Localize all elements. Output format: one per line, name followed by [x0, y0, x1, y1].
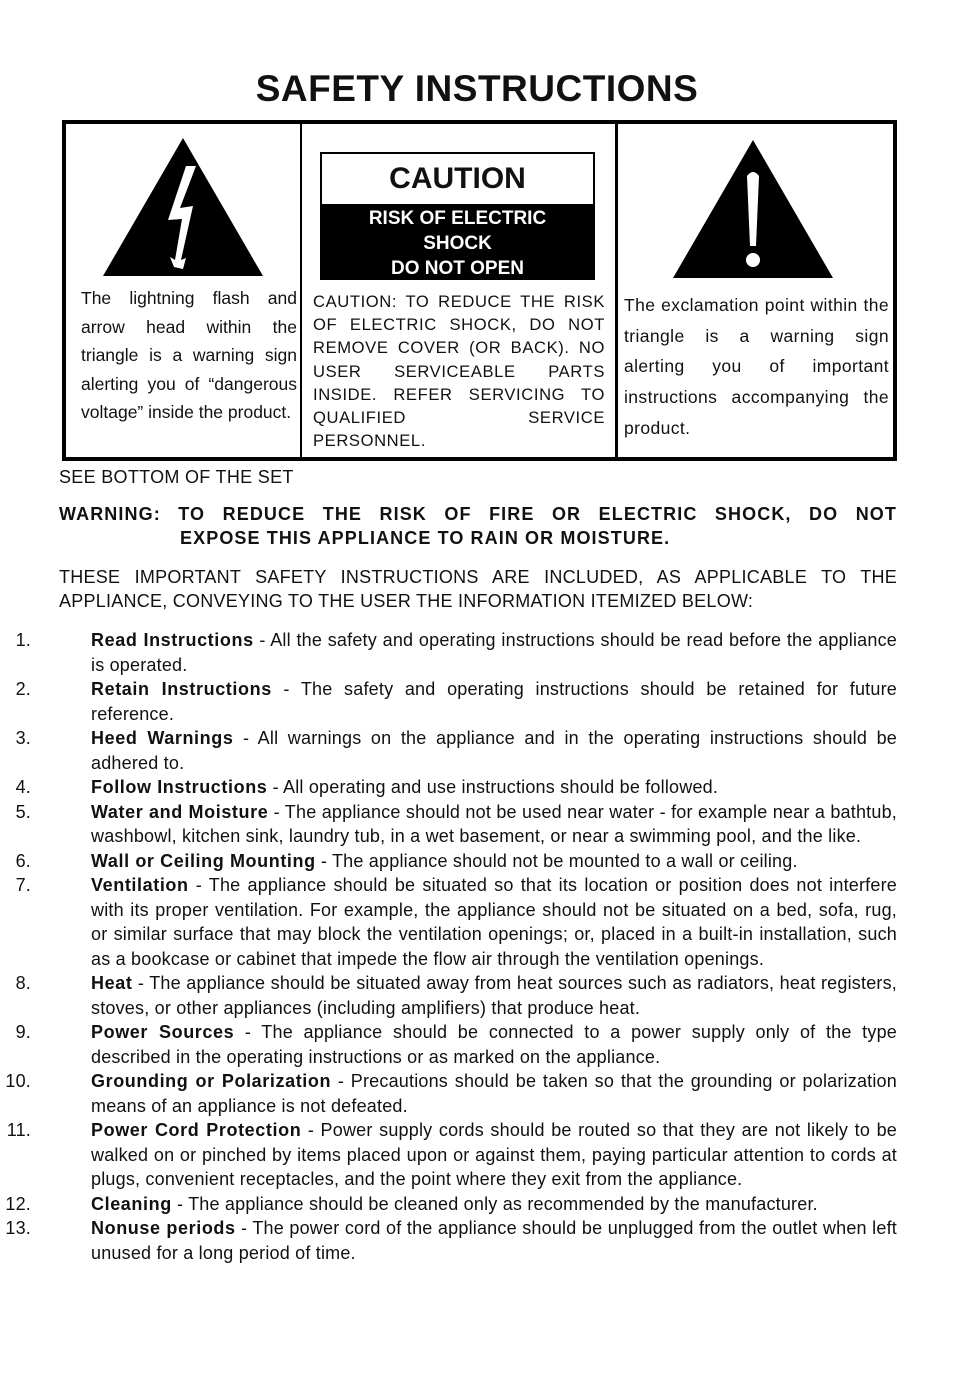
item-text: - All operating and use instructions should be followed.: [267, 777, 719, 797]
item-title: Heed Warnings: [91, 728, 234, 748]
item-number: 11.: [6, 1120, 31, 1140]
list-item: [0, 1069, 897, 1118]
warning-line: EXPOSE THIS APPLIANCE TO RAIN OR MOISTURE.: [180, 528, 671, 548]
item-title: Water and Moisture: [91, 801, 269, 822]
item-title: Heat: [91, 973, 133, 993]
exclamation-explanation: The exclamation point within the triangle is a warning sign alerting you of important instructions accompanying the product.: [624, 295, 889, 438]
item-text: - The appliance should be cleaned only as recommended by the manufacturer.: [171, 1193, 818, 1214]
item-title: Follow Instructions: [91, 777, 268, 797]
item-text: - The appliance should be connected to a power supply only of the type described in the operating instructions or as marked on the appliance.: [91, 1022, 897, 1067]
item-number: 13.: [5, 1218, 31, 1238]
item-title: Ventilation: [91, 875, 189, 895]
intro-paragraph: THESE IMPORTANT SAFETY INSTRUCTIONS ARE INCLUDED, AS APPLICABLE TO THE APPLIANCE, CONVEYING TO THE USER THE INFORMATION ITEMIZED BELOW:: [59, 567, 897, 611]
list-item: [0, 1020, 897, 1069]
item-text: - The appliance should not be mounted to a wall or ceiling.: [315, 850, 798, 871]
exclamation-warning-icon: [672, 138, 834, 280]
list-item: [0, 775, 897, 800]
item-text: - Precautions should be taken so that the grounding or polarization means of an appliance is not defeated.: [91, 1071, 897, 1116]
item-number: 10.: [5, 1071, 31, 1091]
item-number: 1.: [15, 630, 31, 650]
item-title: Nonuse periods: [91, 1218, 236, 1238]
item-text: - All warnings on the appliance and in the operating instructions should be adhered to.: [91, 728, 897, 773]
caution-heading: CAUTION: [389, 162, 526, 195]
item-title: Power Sources: [91, 1022, 235, 1042]
caution-text: CAUTION: TO REDUCE THE RISK OF ELECTRIC SHOCK, DO NOT REMOVE COVER (OR BACK). NO USER SERVICEABLE PARTS INSIDE. REFER SERVICING TO QUALIFIED SERVICE PERSONNEL.: [313, 292, 605, 451]
item-title: Wall or Ceiling Mounting: [91, 850, 316, 871]
item-number: 9.: [15, 1022, 31, 1042]
item-number: 12.: [5, 1193, 31, 1214]
item-number: 8.: [15, 973, 31, 993]
item-text: - Power supply cords should be routed so that they are not likely to be walked on or pinched by items placed upon or against them, paying particular attention to cords at plugs, convenient receptacles, and the point where they exit from the appliance.: [91, 1120, 898, 1189]
item-title: Retain Instructions: [91, 679, 272, 699]
caution-sub-line: SHOCK: [423, 233, 492, 254]
list-item: [0, 1216, 897, 1265]
instructions-list: [0, 628, 954, 1265]
item-title: Cleaning: [91, 1193, 172, 1214]
item-text: - All the safety and operating instructions should be read before the appliance is operated.: [91, 630, 897, 675]
warning-line: WARNING: TO REDUCE THE RISK OF FIRE OR ELECTRIC SHOCK, DO NOT: [59, 504, 897, 524]
item-text: - The appliance should be situated so that its location or position does not interfere with its proper ventilation. For example, the appliance should not be situated on a bed, sofa, rug, or similar surface that may block the ventilation openings; or, placed in a built-in installation, such as a bookcase or cabinet that impede the flow air through the ventilation openings.: [91, 875, 897, 969]
caution-label: [320, 152, 595, 280]
item-title: Grounding or Polarization: [91, 1071, 332, 1091]
page-title: SAFETY INSTRUCTIONS: [255, 68, 699, 109]
item-number: 7.: [15, 875, 31, 895]
item-number: 3.: [15, 728, 31, 748]
list-item: [0, 800, 897, 849]
caution-column: [302, 124, 618, 457]
list-item: [0, 726, 897, 775]
lightning-explanation: The lightning flash and arrow head within the triangle is a warning sign alerting you of “dangerous voltage” inside the product.: [81, 288, 297, 422]
item-number: 2.: [15, 679, 31, 699]
list-item: [0, 1192, 897, 1217]
caution-sub-line: RISK OF ELECTRIC: [368, 208, 547, 229]
lightning-warning-icon: [102, 136, 264, 278]
list-item: [0, 873, 897, 971]
lightning-column: [66, 124, 302, 457]
list-item: [0, 628, 897, 677]
item-number: 6.: [15, 850, 31, 871]
warning-symbols-box: [62, 120, 897, 461]
item-text: - The safety and operating instructions should be retained for future reference.: [91, 679, 898, 724]
list-item: [0, 1118, 897, 1192]
exclamation-column: [618, 124, 893, 457]
warning-statement: [59, 502, 897, 550]
caution-subheading: [322, 204, 593, 278]
list-item: [0, 849, 897, 874]
item-text: - The power cord of the appliance should be unplugged from the outlet when left unused for a long period of time.: [91, 1218, 897, 1263]
item-title: Read Instructions: [91, 630, 254, 650]
list-item: [0, 971, 897, 1020]
item-text: - The appliance should be situated away from heat sources such as radiators, heat registers, stoves, or other appliances (including amplifiers) that produce heat.: [91, 973, 897, 1018]
item-title: Power Cord Protection: [91, 1120, 302, 1140]
list-item: [0, 677, 897, 726]
see-bottom-note: SEE BOTTOM OF THE SET: [59, 467, 294, 487]
item-number: 5.: [15, 801, 31, 822]
caution-sub-line: DO NOT OPEN: [390, 258, 524, 279]
item-number: 4.: [15, 777, 31, 797]
item-text: - The appliance should not be used near water - for example near a bathtub, washbowl, kitchen sink, laundry tub, in a wet basement, or near a swimming pool, and the like.: [91, 801, 897, 846]
